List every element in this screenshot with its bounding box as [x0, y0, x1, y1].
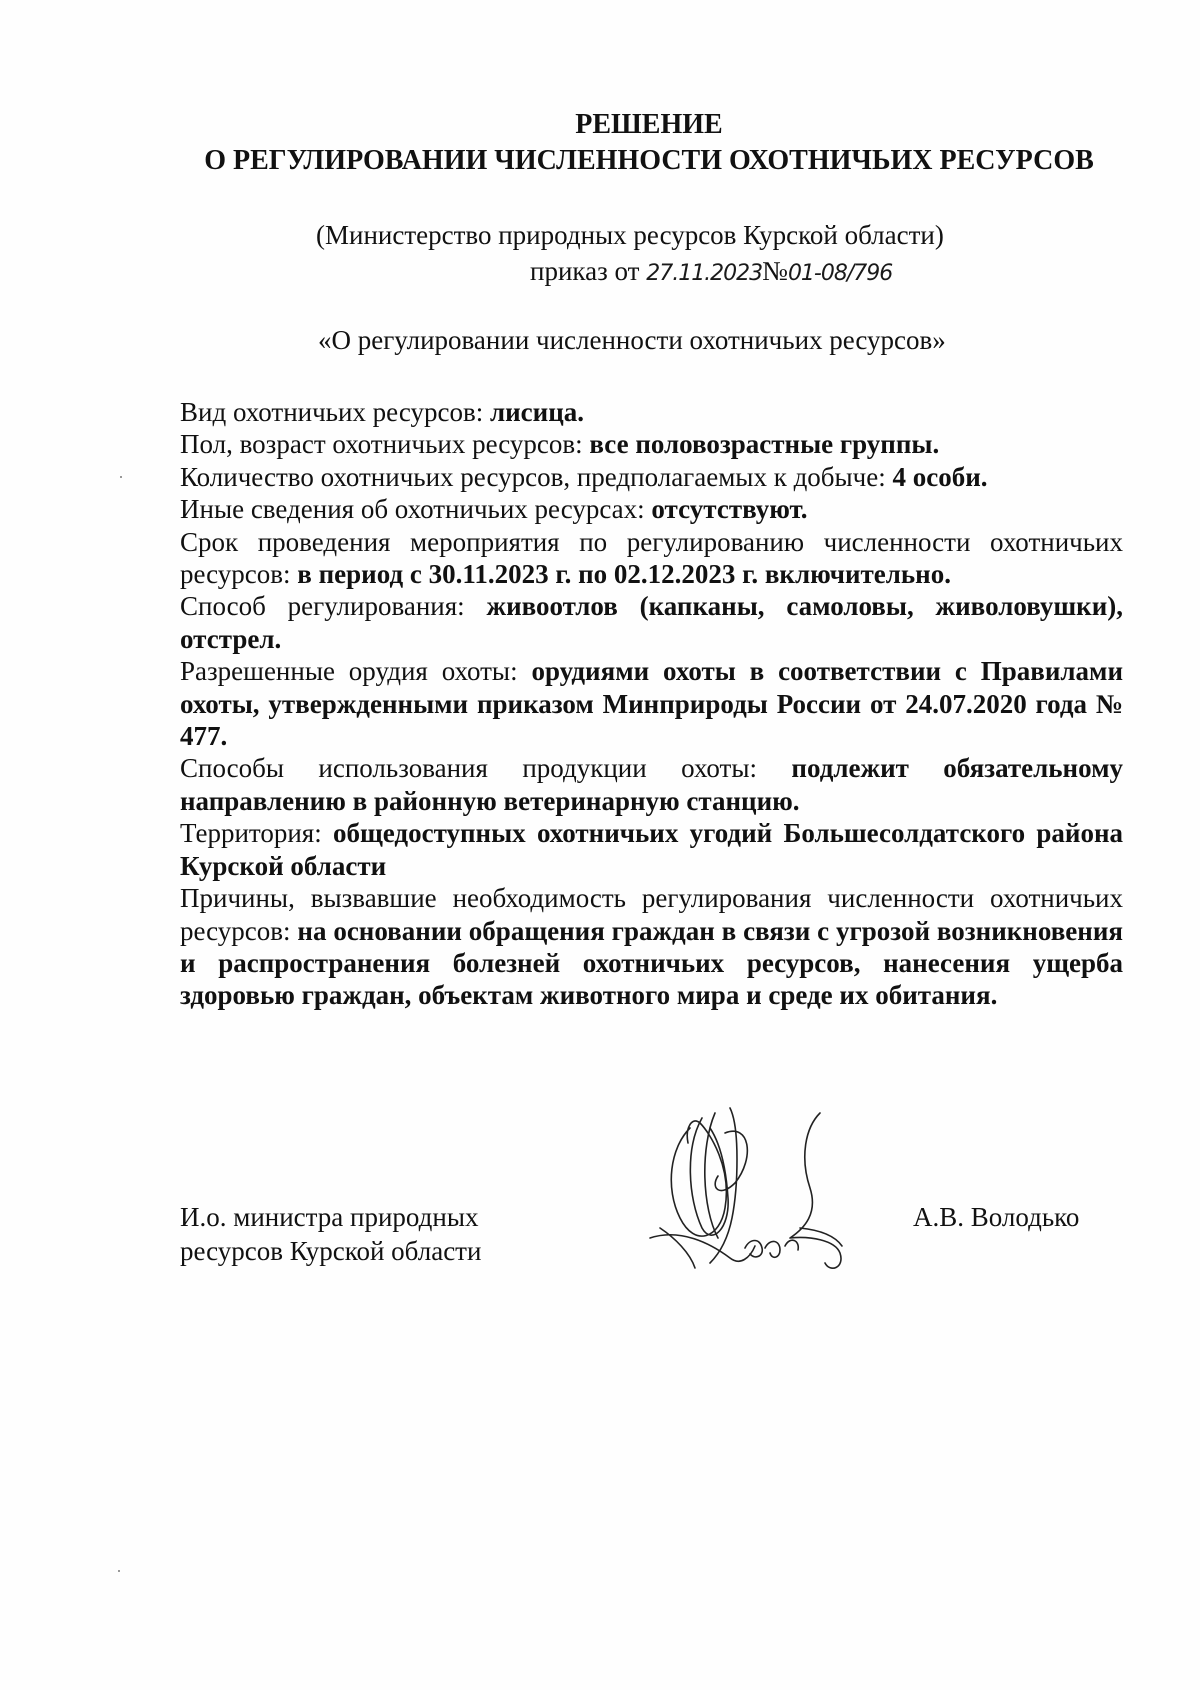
field-label: Вид охотничьих ресурсов:	[180, 397, 490, 427]
handwritten-signature	[640, 1088, 880, 1278]
order-number-handwritten: 01-08/796	[787, 261, 893, 286]
signatory-name: А.В. Володько	[913, 1202, 1080, 1232]
signatory-role	[180, 1200, 481, 1268]
field-period	[180, 526, 1123, 591]
field-label: Разрешенные орудия охоты:	[180, 656, 532, 687]
field-quantity	[180, 461, 1123, 493]
field-value: общедоступных охотничьих угодий Большесолдатского района Курской области	[180, 818, 1123, 881]
field-value: подлежит обязательному направлению в районную ветеринарную станцию.	[180, 753, 1123, 816]
order-name: «О регулировании численности охотничьих ресурсов»	[318, 325, 946, 355]
field-method	[180, 590, 1123, 655]
field-label: Пол, возраст охотничьих ресурсов:	[180, 429, 590, 460]
field-value: орудиями охоты в соответствии с Правилами охоты, утвержденными приказом Минприроды России от 24.07.2020 года № 477.	[180, 656, 1123, 752]
field-value: отсутствуют.	[651, 494, 808, 525]
document-subtitle: О РЕГУЛИРОВАНИИ ЧИСЛЕННОСТИ ОХОТНИЧЬИХ РЕСУРСОВ	[204, 145, 1094, 176]
field-label: Способы использования продукции охоты:	[180, 753, 792, 784]
field-label: Срок проведения мероприятия по регулированию численности охотничьих ресурсов:	[180, 526, 1123, 590]
field-label: Территория:	[180, 818, 333, 849]
field-label: Количество охотничьих ресурсов, предполагаемых к добыче:	[180, 461, 893, 492]
field-product-use	[180, 752, 1123, 817]
field-value: все половозрастные группы.	[589, 429, 940, 460]
field-sex-age	[180, 428, 1123, 460]
field-label: Иные сведения об охотничьих ресурсах:	[180, 494, 652, 525]
field-label: Способ регулирования:	[180, 591, 487, 622]
field-tools	[180, 655, 1123, 752]
field-other-info	[180, 493, 1123, 525]
signatory-role-line1: И.о. министра природных	[180, 1202, 479, 1232]
order-prefix: приказ от	[530, 256, 647, 286]
order-date-handwritten: 27.11.2023	[646, 261, 763, 286]
field-value: живоотлов (капканы, самоловы, живоловушки), отстрел.	[180, 591, 1123, 654]
decision-body	[180, 396, 1123, 1012]
field-value: в период с 30.11.2023 г. по 02.12.2023 г. включительно.	[297, 559, 951, 590]
field-value: 4 особи.	[892, 461, 988, 492]
field-value: на основании обращения граждан в связи с угрозой возникновения и распространения болезней охотничьих ресурсов, нанесения ущерба здоровью граждан, объектам животного мира и среде их обитания.	[180, 915, 1123, 1011]
order-number-sign: №	[762, 256, 788, 286]
field-value: лисица.	[489, 397, 585, 427]
signatory-role-line2: ресурсов Курской области	[180, 1236, 482, 1266]
scan-speck	[118, 1570, 120, 1572]
scan-speck	[120, 476, 122, 478]
document-title: РЕШЕНИЕ	[575, 109, 723, 140]
order-line	[530, 254, 892, 291]
field-species	[180, 396, 1123, 428]
field-territory	[180, 817, 1123, 882]
ministry-line: (Министерство природных ресурсов Курской области)	[316, 220, 944, 250]
field-reasons	[180, 882, 1123, 1012]
field-label: Причины, вызвавшие необходимость регулирования численности охотничьих ресурсов:	[180, 883, 1123, 946]
